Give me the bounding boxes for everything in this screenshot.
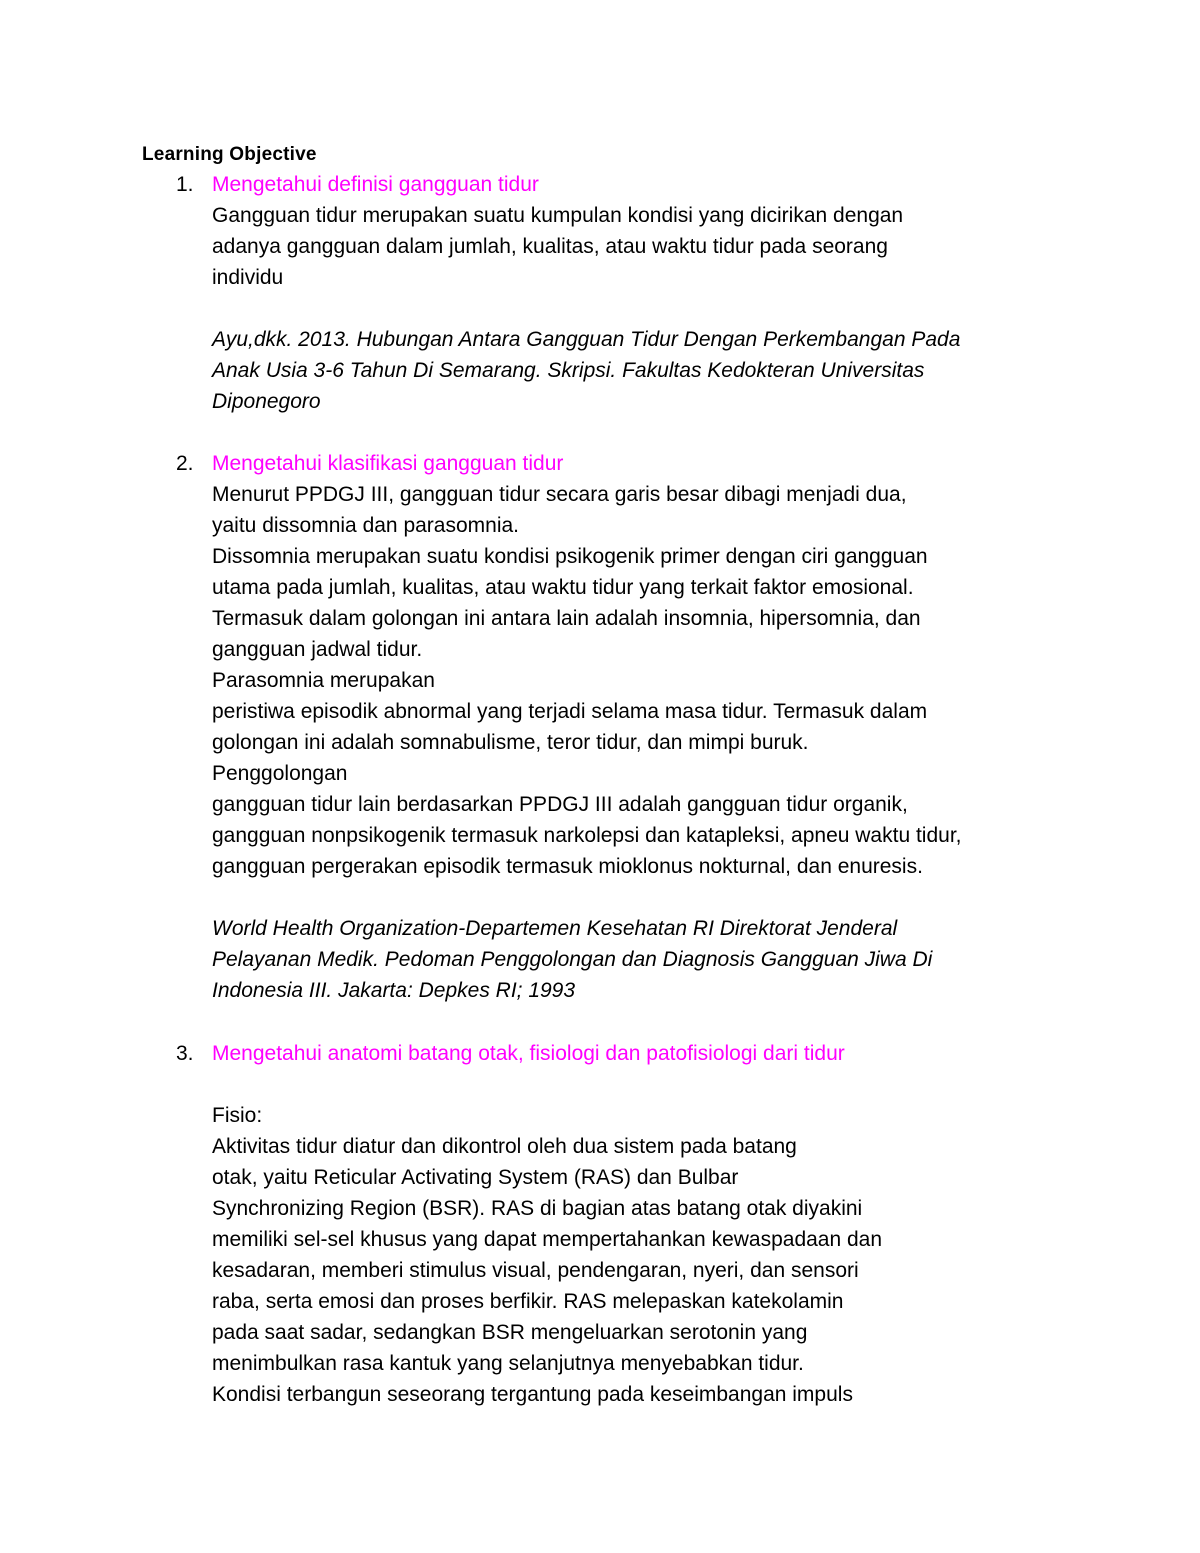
body-line: Synchronizing Region (BSR). RAS di bagian atas batang otak diyakini	[212, 1197, 863, 1220]
item-number: 3.	[176, 1042, 194, 1065]
objective-item-2	[142, 448, 1082, 1006]
body-line: kesadaran, memberi stimulus visual, pendengaran, nyeri, dan sensori	[212, 1259, 859, 1282]
reference-line: Pelayanan Medik. Pedoman Penggolongan dan Diagnosis Gangguan Jiwa Di	[212, 948, 933, 971]
body-line: adanya gangguan dalam jumlah, kualitas, atau waktu tidur pada seorang	[212, 235, 888, 258]
body-line: gangguan pergerakan episodik termasuk mioklonus nokturnal, dan enuresis.	[212, 855, 923, 878]
body-line: gangguan tidur lain berdasarkan PPDGJ III adalah gangguan tidur organik,	[212, 793, 908, 816]
body-line: gangguan jadwal tidur.	[212, 638, 423, 661]
body-line: Parasomnia merupakan	[212, 669, 435, 692]
reference-line: Anak Usia 3-6 Tahun Di Semarang. Skripsi. Fakultas Kedokteran Universitas	[212, 359, 925, 382]
item-title: Mengetahui definisi gangguan tidur	[212, 173, 539, 196]
body-line: peristiwa episodik abnormal yang terjadi selama masa tidur. Termasuk dalam	[212, 700, 928, 723]
item-title: Mengetahui klasifikasi gangguan tidur	[212, 452, 564, 475]
body-line: Termasuk dalam golongan ini antara lain adalah insomnia, hipersomnia, dan	[212, 607, 921, 630]
objective-item-3	[142, 1038, 1082, 1410]
body-line: Kondisi terbangun seseorang tergantung pada keseimbangan impuls	[212, 1383, 853, 1406]
item-number: 2.	[176, 452, 194, 475]
body-line: yaitu dissomnia dan parasomnia.	[212, 514, 520, 537]
reference-line: Indonesia III. Jakarta: Depkes RI; 1993	[212, 979, 576, 1002]
body-line: Aktivitas tidur diatur dan dikontrol oleh dua sistem pada batang	[212, 1135, 797, 1158]
reference-line: Ayu,dkk. 2013. Hubungan Antara Gangguan Tidur Dengan Perkembangan Pada	[212, 328, 961, 351]
reference-line: Diponegoro	[212, 390, 321, 413]
body-line: Menurut PPDGJ III, gangguan tidur secara garis besar dibagi menjadi dua,	[212, 483, 907, 506]
body-line: gangguan nonpsikogenik termasuk narkolepsi dan katapleksi, apneu waktu tidur,	[212, 824, 962, 847]
body-line: Penggolongan	[212, 762, 348, 785]
body-line: raba, serta emosi dan proses berfikir. RAS melepaskan katekolamin	[212, 1290, 844, 1313]
item-number: 1.	[176, 173, 194, 196]
body-line: individu	[212, 266, 284, 289]
body-line: memiliki sel-sel khusus yang dapat mempertahankan kewaspadaan dan	[212, 1228, 883, 1251]
body-line: menimbulkan rasa kantuk yang selanjutnya menyebabkan tidur.	[212, 1352, 804, 1375]
reference-line: World Health Organization-Departemen Kesehatan RI Direktorat Jenderal	[212, 917, 898, 940]
body-line: otak, yaitu Reticular Activating System (RAS) dan Bulbar	[212, 1166, 739, 1189]
body-line: pada saat sadar, sedangkan BSR mengeluarkan serotonin yang	[212, 1321, 808, 1344]
body-line: Dissomnia merupakan suatu kondisi psikogenik primer dengan ciri gangguan	[212, 545, 928, 568]
body-line: golongan ini adalah somnabulisme, teror tidur, dan mimpi buruk.	[212, 731, 809, 754]
document-heading: Learning Objective	[142, 144, 317, 165]
body-line: utama pada jumlah, kualitas, atau waktu tidur yang terkait faktor emosional.	[212, 576, 914, 599]
objective-item-1	[142, 169, 1082, 417]
body-line: Gangguan tidur merupakan suatu kumpulan kondisi yang dicirikan dengan	[212, 204, 904, 227]
body-line: Fisio:	[212, 1104, 263, 1127]
item-title: Mengetahui anatomi batang otak, fisiologi dan patofisiologi dari tidur	[212, 1042, 845, 1065]
